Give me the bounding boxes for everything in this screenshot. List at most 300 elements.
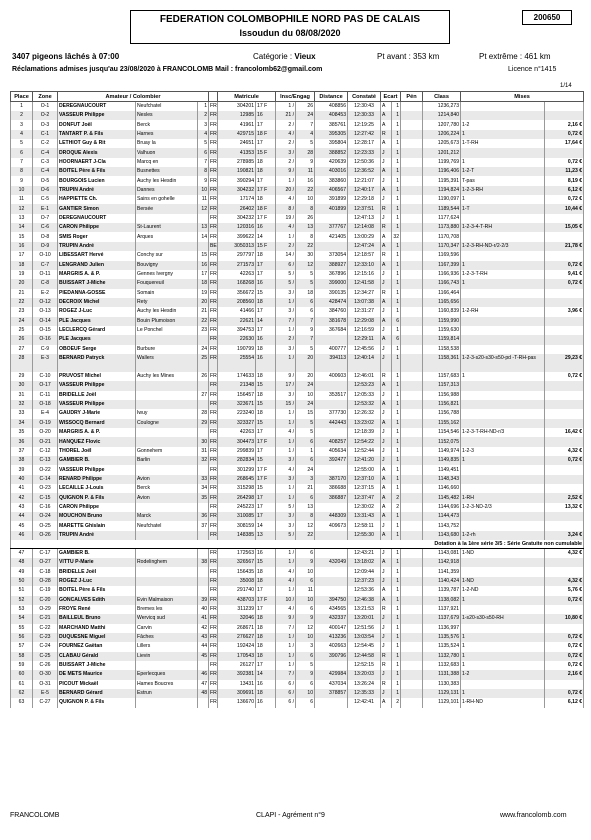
cell-i2: 24 (296, 111, 315, 120)
cell-pen (401, 298, 423, 307)
cell-time: 12:21:07 (348, 176, 381, 185)
cell-e1: A (381, 531, 392, 540)
cell-e1: J (381, 176, 392, 185)
cell-time: 13:18:02 (348, 558, 381, 567)
cell-yr: 17 (256, 270, 276, 279)
cell-e2: 1 (392, 139, 401, 148)
cell-zone: C-10 (33, 372, 58, 381)
cell-zone: E-5 (33, 689, 58, 698)
table-row (11, 661, 584, 670)
cell-c: FR (209, 456, 218, 465)
cell-m2 (545, 391, 584, 400)
cell-mat: 323671 (218, 400, 256, 409)
cell-n: 9 (198, 176, 209, 185)
table-row (11, 158, 584, 167)
cell-name: GAMBIER B. (58, 549, 136, 559)
cell-e2: 1 (392, 596, 401, 605)
cell-zone: O-8 (33, 232, 58, 241)
table-row (11, 437, 584, 446)
cell-time: 12:40:17 (348, 186, 381, 195)
cell-e2: 1 (392, 447, 401, 456)
cell-yr: 18 (256, 633, 276, 642)
cell-name: VITTU P-Marie (58, 558, 136, 567)
cell-yr: 15 (256, 381, 276, 390)
cell-e1: J (381, 642, 392, 651)
cell-name: MOUCHON Bruno (58, 512, 136, 521)
cell-time: 12:34:27 (348, 289, 381, 298)
cell-dist: 402663 (315, 642, 348, 651)
cell-time: 13:23:02 (348, 419, 381, 428)
cell-dist: 387170 (315, 475, 348, 484)
cell-pen (401, 317, 423, 326)
cell-zone: O-13 (33, 307, 58, 316)
cell-name: TRUPIN André (58, 242, 136, 251)
cell-m1 (461, 475, 545, 484)
cell-name: ROGEZ J-Luc (58, 307, 136, 316)
cell-i2: 20 (296, 354, 315, 372)
cell-cls: 1158,538 (423, 345, 461, 354)
cell-yr: 18 (256, 391, 276, 400)
cell-e2: 1 (392, 531, 401, 540)
cell-mat: 26127 (218, 661, 256, 670)
cell-cls: 1155,162 (423, 419, 461, 428)
cell-m2: 0,72 € (545, 652, 584, 661)
cell-c: FR (209, 670, 218, 679)
cell-pen (401, 204, 423, 213)
cell-e1: R (381, 251, 392, 260)
cell-mat: 17174 (218, 195, 256, 204)
cell-c: FR (209, 158, 218, 167)
cell-time: 12:09:44 (348, 567, 381, 576)
cell-i1: 4 / (276, 223, 296, 232)
cell-name: TRUPIN André (58, 531, 136, 540)
cell-place: 3 (11, 120, 33, 129)
cell-pen (401, 652, 423, 661)
cell-e2: 1 (392, 195, 401, 204)
cell-pen (401, 586, 423, 595)
cell-loc (136, 242, 198, 251)
cell-n: 14 (198, 232, 209, 241)
category-value: Vieux (294, 52, 316, 61)
cell-name: PIEDANNA-GOSSE (58, 289, 136, 298)
cell-i2: 12 (296, 624, 315, 633)
cell-i1: 1 / (276, 409, 296, 418)
cell-i1: 1 / (276, 493, 296, 502)
cell-m1: 1 (461, 372, 545, 381)
cell-e1: J (381, 195, 392, 204)
cell-n (198, 567, 209, 576)
cell-dist: 437034 (315, 680, 348, 689)
cell-c: FR (209, 345, 218, 354)
cell-loc: Estrun (136, 689, 198, 698)
cell-e1: A (381, 484, 392, 493)
cell-dist: 408257 (315, 437, 348, 446)
cell-e2: 1 (392, 465, 401, 474)
cell-c: FR (209, 354, 218, 372)
cell-yr: 17 (256, 503, 276, 512)
cell-cls: 1130,383 (423, 680, 461, 689)
cell-m1 (461, 409, 545, 418)
cell-pen (401, 102, 423, 112)
cell-e1: A (381, 503, 392, 512)
cell-i2: 5 (296, 139, 315, 148)
cell-n (198, 381, 209, 390)
table-row (11, 204, 584, 213)
cell-n: 19 (198, 289, 209, 298)
cell-n: 25 (198, 354, 209, 372)
table-row (11, 549, 584, 559)
cell-name: BUISSART J-Miche (58, 661, 136, 670)
cell-name: LETHIOT Guy & Rit (58, 139, 136, 148)
cell-e2: 1 (392, 567, 401, 576)
cell-loc: Avion (136, 493, 198, 502)
cell-yr: 15 (256, 400, 276, 409)
cell-dist: 409673 (315, 521, 348, 530)
cell-m2: 13,32 € (545, 503, 584, 512)
licence-number: Licence n°1415 (508, 66, 557, 73)
cell-time: 12:53:32 (348, 400, 381, 409)
cell-n (198, 503, 209, 512)
cell-mat: 148385 (218, 531, 256, 540)
cell-i2: 5 (296, 661, 315, 670)
col-insc-engag: Insc/Engag (276, 92, 315, 102)
table-row (11, 531, 584, 540)
cell-m2: 2,16 € (545, 120, 584, 129)
cell-zone: O-12 (33, 298, 58, 307)
cell-i2: 24 (296, 465, 315, 474)
cell-name: BRIDELLE Joël (58, 391, 136, 400)
cell-place: 13 (11, 214, 33, 223)
cell-yr: 15 (256, 558, 276, 567)
cell-name: BOURGOIS Lucien (58, 176, 136, 185)
cell-pen (401, 148, 423, 157)
cell-dist: 403016 (315, 167, 348, 176)
cell-pen (401, 326, 423, 335)
cell-place: 61 (11, 680, 33, 689)
cell-c: FR (209, 680, 218, 689)
cell-e2: 1 (392, 372, 401, 381)
cell-time: 12:30:02 (348, 503, 381, 512)
cell-i1: 3 / (276, 307, 296, 316)
cell-name: BAILLEUL Bruno (58, 614, 136, 623)
cell-loc (136, 549, 198, 559)
cell-m1: 1-2-3-T-RH (461, 270, 545, 279)
cell-zone: C-21 (33, 614, 58, 623)
cell-zone: O-18 (33, 400, 58, 409)
cell-name: VASSEUR Philippe (58, 381, 136, 390)
cell-e1: A (381, 139, 392, 148)
cell-dist: 429984 (315, 670, 348, 679)
cell-pen (401, 521, 423, 530)
cell-m2 (545, 484, 584, 493)
cell-loc: Eperlecques (136, 670, 198, 679)
col-matricule: Matricule (218, 92, 276, 102)
cell-i2: 6 (296, 298, 315, 307)
cell-i1: 9 / (276, 614, 296, 623)
cell-mat: 308159 (218, 521, 256, 530)
cell-e2: 1 (392, 521, 401, 530)
cell-n: 37 (198, 521, 209, 530)
cell-m1: 1-ND (461, 549, 545, 559)
cell-mat: 268671 (218, 624, 256, 633)
cell-pen (401, 158, 423, 167)
cell-name: TRUPIN André (58, 186, 136, 195)
table-row (11, 680, 584, 689)
cell-i1: 3 / (276, 475, 296, 484)
cell-e2: 6 (392, 317, 401, 326)
cell-c: FR (209, 223, 218, 232)
cell-zone: O-1 (33, 102, 58, 112)
page-number: 1/14 (560, 83, 572, 89)
cell-dist: 388852 (315, 148, 348, 157)
cell-m2 (545, 567, 584, 576)
cell-cls: 1167,399 (423, 261, 461, 270)
cell-e1: J (381, 326, 392, 335)
cell-loc (136, 661, 198, 670)
title-box (130, 10, 450, 44)
cell-c: FR (210, 103, 217, 109)
cell-i2: 8 (296, 512, 315, 521)
cell-zone: C-11 (33, 391, 58, 400)
cell-c: FR (209, 176, 218, 185)
cell-place: 50 (11, 577, 33, 586)
cell-i2: 9 (296, 558, 315, 567)
cell-cls: 1170,708 (423, 232, 461, 241)
cell-m1 (461, 419, 545, 428)
table-row (11, 176, 584, 185)
cell-place: 59 (11, 661, 33, 670)
cell-name: CARON Philippe (58, 223, 136, 232)
cell-cls: 1165,656 (423, 298, 461, 307)
cell-i1: 5 / (276, 531, 296, 540)
cell-dist (315, 214, 348, 223)
cell-c: FR (209, 130, 218, 139)
cell-place: 49 (11, 567, 33, 576)
cell-cls: 1160,839 (423, 307, 461, 316)
cell-name: FROYE René (58, 605, 136, 614)
cell-dist: 400147 (315, 624, 348, 633)
cell-zone: C-3 (33, 158, 58, 167)
cell-e1: J (381, 148, 392, 157)
cell-n: 8 (198, 167, 209, 176)
cell-i2: 6 (296, 680, 315, 689)
cell-i2: 4 (296, 130, 315, 139)
cell-mat: 309691 (218, 689, 256, 698)
cell-time: 12:28:17 (348, 139, 381, 148)
cell-i1: 1 / (276, 652, 296, 661)
cell-e2: 1 (392, 381, 401, 390)
cell-e1: J (381, 549, 392, 559)
cell-n: 23 (198, 326, 209, 335)
cell-loc: Auchy les Hesdin (136, 176, 198, 185)
cell-m2 (545, 148, 584, 157)
cell-n: 39 (198, 596, 209, 605)
cell-e1: J (381, 633, 392, 642)
cell-time: 12:52:44 (348, 447, 381, 456)
cell-pen (401, 549, 423, 559)
cell-name: ROGEZ J-Luc (58, 577, 136, 586)
footer-left: FRANCOLOMB (10, 812, 60, 819)
cell-i2: 22 (296, 531, 315, 540)
cell-time: 13:07:38 (348, 298, 381, 307)
cell-time: 12:37:15 (348, 484, 381, 493)
cell-m1 (461, 289, 545, 298)
cell-mat: 22630 (218, 335, 256, 344)
cell-place: 47 (11, 549, 33, 559)
cell-e1: A (381, 475, 392, 484)
cell-name: GONCALVES Edith (58, 596, 136, 605)
footer-center: CLAPI - Agrément n°9 (256, 812, 325, 819)
table-row (11, 242, 584, 251)
cell-dist (315, 465, 348, 474)
cell-zone: C-24 (33, 642, 58, 651)
cell-e1: R (381, 289, 392, 298)
cell-mat: 264298 (218, 493, 256, 502)
cell-n: 32 (198, 456, 209, 465)
cell-name: SMIS Roger (58, 232, 136, 241)
cell-m1: 1-2 (461, 120, 545, 129)
cell-m2: 9,41 € (545, 270, 584, 279)
cell-zone: C-8 (33, 279, 58, 288)
cell-time: 12:54:45 (348, 642, 381, 651)
cell-name: VASSEUR Philippe (58, 400, 136, 409)
cell-loc: Rety (136, 298, 198, 307)
cell-time: 12:36:52 (348, 167, 381, 176)
cell-i2: 10 (296, 633, 315, 642)
cell-i2: 9 (296, 326, 315, 335)
cell-pen (401, 335, 423, 344)
cell-c: FR (209, 652, 218, 661)
cell-name: GANTIER Simon (58, 204, 136, 213)
cell-i1: 4 / (276, 577, 296, 586)
cell-mat: 326567 (218, 558, 256, 567)
cell-time: 12:26:32 (348, 409, 381, 418)
cell-loc (136, 577, 198, 586)
cell-i1: 4 / (276, 465, 296, 474)
cell-yr: 18 (256, 652, 276, 661)
table-row (11, 484, 584, 493)
cell-pen (401, 614, 423, 623)
col-mises: Mises (461, 92, 584, 102)
cell-m1 (461, 391, 545, 400)
cell-time: 12:05:33 (348, 391, 381, 400)
cell-pen (401, 605, 423, 614)
cell-i1: 6 / (276, 689, 296, 698)
cell-place: 31 (11, 391, 33, 400)
cell-c: FR (209, 521, 218, 530)
cell-m2: 0,72 € (545, 372, 584, 381)
cell-yr: 15 (256, 419, 276, 428)
cell-c: FR (209, 195, 218, 204)
cell-i1: 3 / (276, 148, 296, 157)
cell-i2: 6 (296, 493, 315, 502)
table-row (11, 567, 584, 576)
cell-pen (401, 120, 423, 129)
cell-dist: 383860 (315, 176, 348, 185)
cell-pen (401, 381, 423, 390)
cell-name: MARGRIS A. & P. (58, 270, 136, 279)
cell-loc: Marcq en (136, 158, 198, 167)
cell-i2: 5 (296, 270, 315, 279)
cell-i2: 5 (296, 428, 315, 437)
cell-m2: 0,72 € (545, 596, 584, 605)
cell-place: 26 (11, 335, 33, 344)
cell-time: 12:53:36 (348, 586, 381, 595)
cell-zone: O-31 (33, 680, 58, 689)
cell-e2: 1 (392, 642, 401, 651)
cell-mat: 315298 (218, 484, 256, 493)
cell-zone: E-1 (33, 204, 58, 213)
cell-pen (401, 167, 423, 176)
cell-loc: Berck (136, 120, 198, 129)
cell-i1: 1 / (276, 437, 296, 446)
cell-m2 (545, 232, 584, 241)
col-class: Class (423, 92, 461, 102)
cell-n: 20 (198, 298, 209, 307)
cell-loc: Bouin Plumoison (136, 317, 198, 326)
table-row (11, 167, 584, 176)
table-row (11, 354, 584, 372)
cell-place: 63 (11, 698, 33, 707)
cell-name: BERNARD Gérard (58, 689, 136, 698)
cell-c: FR (209, 642, 218, 651)
cell-e1: A (381, 232, 392, 241)
cell-n: 43 (198, 633, 209, 642)
cell-m1 (461, 512, 545, 521)
cell-mat: 42263 (218, 270, 256, 279)
cell-c: FR (209, 372, 218, 381)
cell-place: 51 (11, 586, 33, 595)
cell-m1 (461, 317, 545, 326)
cell-m1 (461, 214, 545, 223)
cell-e1: R (381, 372, 392, 381)
cell-loc: Marck (136, 512, 198, 521)
cell-place: 33 (11, 409, 33, 418)
cell-c: FR (209, 428, 218, 437)
cell-name: THOREL Joël (58, 447, 136, 456)
cell-c: FR (209, 447, 218, 456)
cell-zone: O-17 (33, 381, 58, 390)
cell-m1 (461, 111, 545, 120)
cell-pen (401, 111, 423, 120)
cell-n: 12 (198, 204, 209, 213)
cell-place: 27 (11, 345, 33, 354)
cell-time: 12:47:13 (348, 214, 381, 223)
cell-i1: 2 / (276, 242, 296, 251)
cell-mat: 41961 (218, 120, 256, 129)
cell-time: 13:26:24 (348, 680, 381, 689)
cell-m1: 1-2-3-4-T-RH (461, 223, 545, 232)
cell-place: 7 (11, 158, 33, 167)
cell-yr: 18 F (256, 130, 276, 139)
cell-m1 (461, 251, 545, 260)
cell-m1 (461, 567, 545, 576)
cell-i2: 9 (296, 614, 315, 623)
cell-n: 28 (198, 409, 209, 418)
cell-i1: 6 / (276, 261, 296, 270)
cell-i1: 1 / (276, 642, 296, 651)
table-row (11, 307, 584, 316)
cell-n: 36 (198, 512, 209, 521)
cell-yr: 17 F (256, 475, 276, 484)
cell-c: FR (209, 204, 218, 213)
cell-cls: 1158,361 (423, 354, 461, 372)
cell-place: 48 (11, 558, 33, 567)
cell-e1: A (381, 400, 392, 409)
table-row (11, 512, 584, 521)
results-table (10, 91, 584, 708)
cell-m2 (545, 680, 584, 689)
